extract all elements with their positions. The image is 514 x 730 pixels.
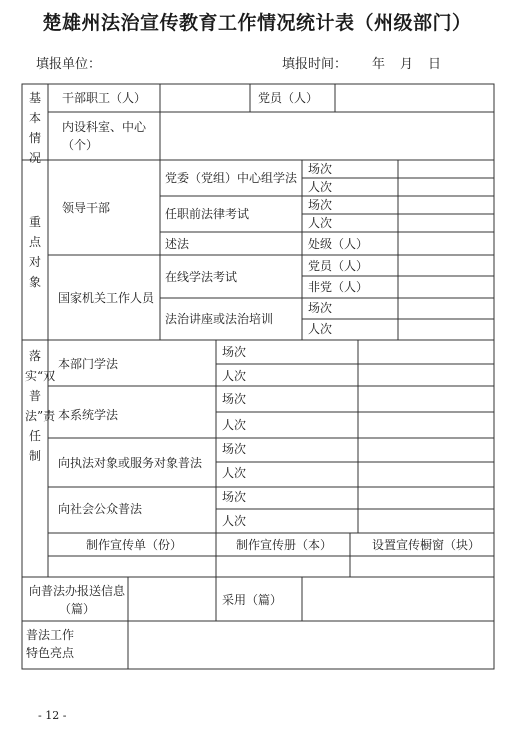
system-study-people: 人次 <box>222 418 247 432</box>
dept-study-people: 人次 <box>222 369 247 383</box>
lecture-sessions: 场次 <box>308 301 333 315</box>
cadre-label: 处级（人） <box>308 237 369 251</box>
page-number: - 12 - <box>38 709 67 722</box>
unit-label: 填报单位： <box>36 57 102 72</box>
lecture-people: 人次 <box>308 322 333 336</box>
report-law-label: 述法 <box>165 237 190 251</box>
info-sent-label: 向普法办报送信息（篇） <box>28 584 125 616</box>
key-heading: 重点对象 <box>28 215 41 289</box>
basic-heading: 基本情况 <box>28 91 41 165</box>
dept-study-sessions: 场次 <box>222 345 247 359</box>
time-label: 填报时间： <box>282 57 348 72</box>
system-study-label: 本系统学法 <box>58 408 119 422</box>
to-public-sessions: 场次 <box>222 490 247 504</box>
windows-label: 设置宣传橱窗（块） <box>372 538 481 552</box>
dept-study-label: 本部门学法 <box>58 357 119 371</box>
highlights-label: 普法工作特色亮点 <box>26 628 75 660</box>
group-study-sessions: 场次 <box>308 162 333 176</box>
party-count-label: 党员（人） <box>258 91 319 105</box>
pre-exam-sessions: 场次 <box>308 198 333 212</box>
dept-count-label: 内设科室、中心（个） <box>62 120 147 152</box>
info-adopted-label: 采用（篇） <box>222 593 283 607</box>
system-study-sessions: 场次 <box>222 392 247 406</box>
year-label: 年 <box>372 57 386 72</box>
leaders-label: 领导干部 <box>62 201 111 215</box>
to-public-people: 人次 <box>222 514 247 528</box>
group-study-people: 人次 <box>308 180 333 194</box>
online-exam-label: 在线学法考试 <box>165 270 238 284</box>
duty-heading: 落实“双普法”责任制 <box>25 349 56 463</box>
pre-exam-label: 任职前法律考试 <box>165 207 250 221</box>
to-targets-people: 人次 <box>222 466 247 480</box>
lecture-label: 法治讲座或法治培训 <box>165 312 274 326</box>
to-targets-label: 向执法对象或服务对象普法 <box>58 456 203 470</box>
nonmember-label: 非党（人） <box>308 280 369 294</box>
form-title: 楚雄州法治宣传教育工作情况统计表（州级部门） <box>42 12 472 34</box>
staff-label: 国家机关工作人员 <box>58 291 155 305</box>
to-public-label: 向社会公众普法 <box>58 502 143 516</box>
day-label: 日 <box>428 57 442 72</box>
leaflets-label: 制作宣传单（份） <box>86 538 183 552</box>
month-label: 月 <box>400 57 414 72</box>
group-study-label: 党委（党组）中心组学法 <box>165 171 298 185</box>
booklets-label: 制作宣传册（本） <box>236 538 333 552</box>
pre-exam-people: 人次 <box>308 216 333 230</box>
staff-count-label: 干部职工（人） <box>62 91 147 105</box>
to-targets-sessions: 场次 <box>222 442 247 456</box>
member-label: 党员（人） <box>308 259 369 273</box>
